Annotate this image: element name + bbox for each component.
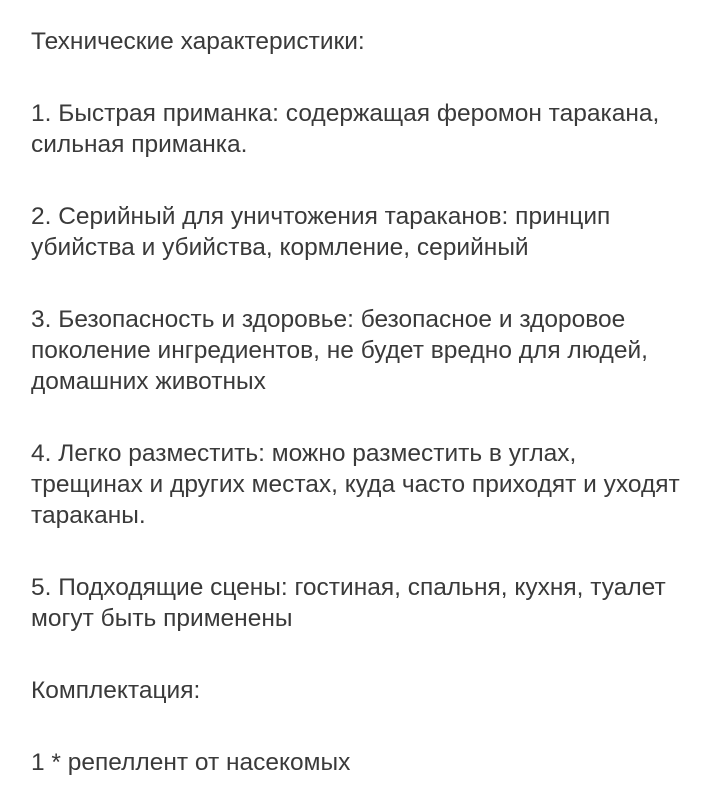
spec-item: 1. Быстрая приманка: содержащая феромон таракана, сильная приманка. [31,100,660,158]
kit-item: 1 * репеллент от насекомых [31,749,351,776]
spec-item: 5. Подходящие сцены: гостиная, спальня, кухня, туалет могут быть применены [31,574,666,632]
kit-heading: Комплектация: [31,677,201,704]
spec-item: 3. Безопасность и здоровье: безопасное и здоровое поколение ингредиентов, не будет вредно для людей, домашних животных [31,306,648,395]
specs-heading: Технические характеристики: [31,28,365,55]
spec-item: 2. Серийный для уничтожения тараканов: принцип убийства и убийства, кормление, серийный [31,203,611,261]
spec-item: 4. Легко разместить: можно разместить в углах, трещинах и других местах, куда часто приходят и уходят тараканы. [31,440,680,529]
